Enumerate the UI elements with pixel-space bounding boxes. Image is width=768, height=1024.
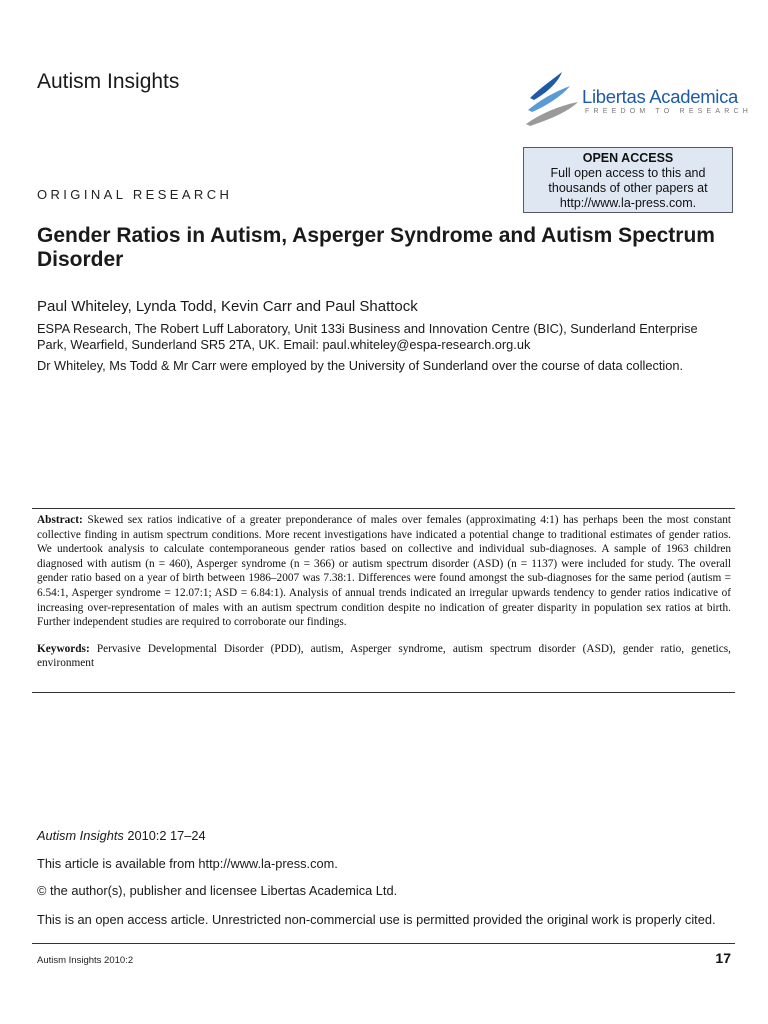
journal-name: Autism Insights <box>37 70 180 93</box>
citation-journal: Autism Insights <box>37 828 124 843</box>
keywords-label: Keywords: <box>37 642 90 655</box>
section-label: ORIGINAL RESEARCH <box>37 187 233 202</box>
citation-line <box>37 828 206 843</box>
open-access-link[interactable]: http://www.la-press.com. <box>559 196 697 210</box>
copyright-note: © the author(s), publisher and licensee Libertas Academica Ltd. <box>37 883 398 898</box>
keywords-text: Pervasive Developmental Disorder (PDD), autism, Asperger syndrome, autism spectrum disorder (ASD), gender ratio, genetics, environment <box>37 642 732 670</box>
abstract-paragraph <box>37 513 731 630</box>
citation-details: 2010:2 17–24 <box>127 828 206 843</box>
abstract-bottom-rule <box>32 692 735 693</box>
footer-rule <box>32 943 735 944</box>
publisher-tagline: FREEDOM TO RESEARCH <box>585 108 753 115</box>
abstract-top-rule <box>32 508 735 509</box>
author-list: Paul Whiteley, Lynda Todd, Kevin Carr and Paul Shattock <box>37 298 418 315</box>
open-access-box <box>523 147 733 213</box>
author-affiliation: ESPA Research, The Robert Luff Laboratory, Unit 133i Business and Innovation Centre (BIC), Sunderland Enterprise Park, Wearfield, Sunderland SR5 2TA, UK. Email: paul.whiteley@espa-research.org.uk <box>37 321 698 352</box>
page-number: 17 <box>715 950 731 966</box>
article-title: Gender Ratios in Autism, Asperger Syndrome and Autism Spectrum Disorder <box>37 224 715 271</box>
abstract-section <box>37 513 731 671</box>
license-note: This is an open access article. Unrestricted non-commercial use is permitted provided the original work is properly cited. <box>37 912 716 927</box>
abstract-text: Skewed sex ratios indicative of a greater preponderance of males over females (approximating 4:1) has perhaps been the most constant collective finding in autism spectrum conditions. More recent investigations have indicated a potential change to traditional estimates of gender ratios. We undertook analysis to calculate contemporaneous gender ratios based on collective and individual sub-diagnoses. A sample of 1963 children diagnosed with autism (n = 460), Asperger syndrome (n = 366) or autism spectrum disorder (ASD) (n = 1137) were included for study. The overall gender ratio based on a year of birth between 1986–2007 was 7.38:1. Differences were found amongst the sub-diagnoses for the same period (autism = 6.54:1, Asperger syndrome = 12.07:1; ASD = 6.84:1). Analysis of annual trends indicated an irregular upwards tendency to gender ratios indicative of increasing over-representation of males with an autism spectrum condition despite no indication of greater disparity in population sex ratios at birth. Further independent studies are required to corroborate our findings. <box>37 514 731 629</box>
libertas-swoosh-icon <box>524 70 582 130</box>
footer-journal: Autism Insights 2010:2 <box>37 955 134 966</box>
publisher-name: Libertas Academica <box>582 86 739 107</box>
open-access-title: OPEN ACCESS <box>582 151 674 165</box>
keywords-paragraph <box>37 642 731 671</box>
publisher-logo <box>524 70 753 130</box>
availability-note: This article is available from http://www.la-press.com. <box>37 856 338 871</box>
open-access-line-2: thousands of other papers at <box>548 181 708 195</box>
abstract-label: Abstract: <box>37 514 83 526</box>
employment-note: Dr Whiteley, Ms Todd & Mr Carr were employed by the University of Sunderland over the course of data collection. <box>37 358 684 373</box>
open-access-line-1: Full open access to this and <box>550 166 706 180</box>
